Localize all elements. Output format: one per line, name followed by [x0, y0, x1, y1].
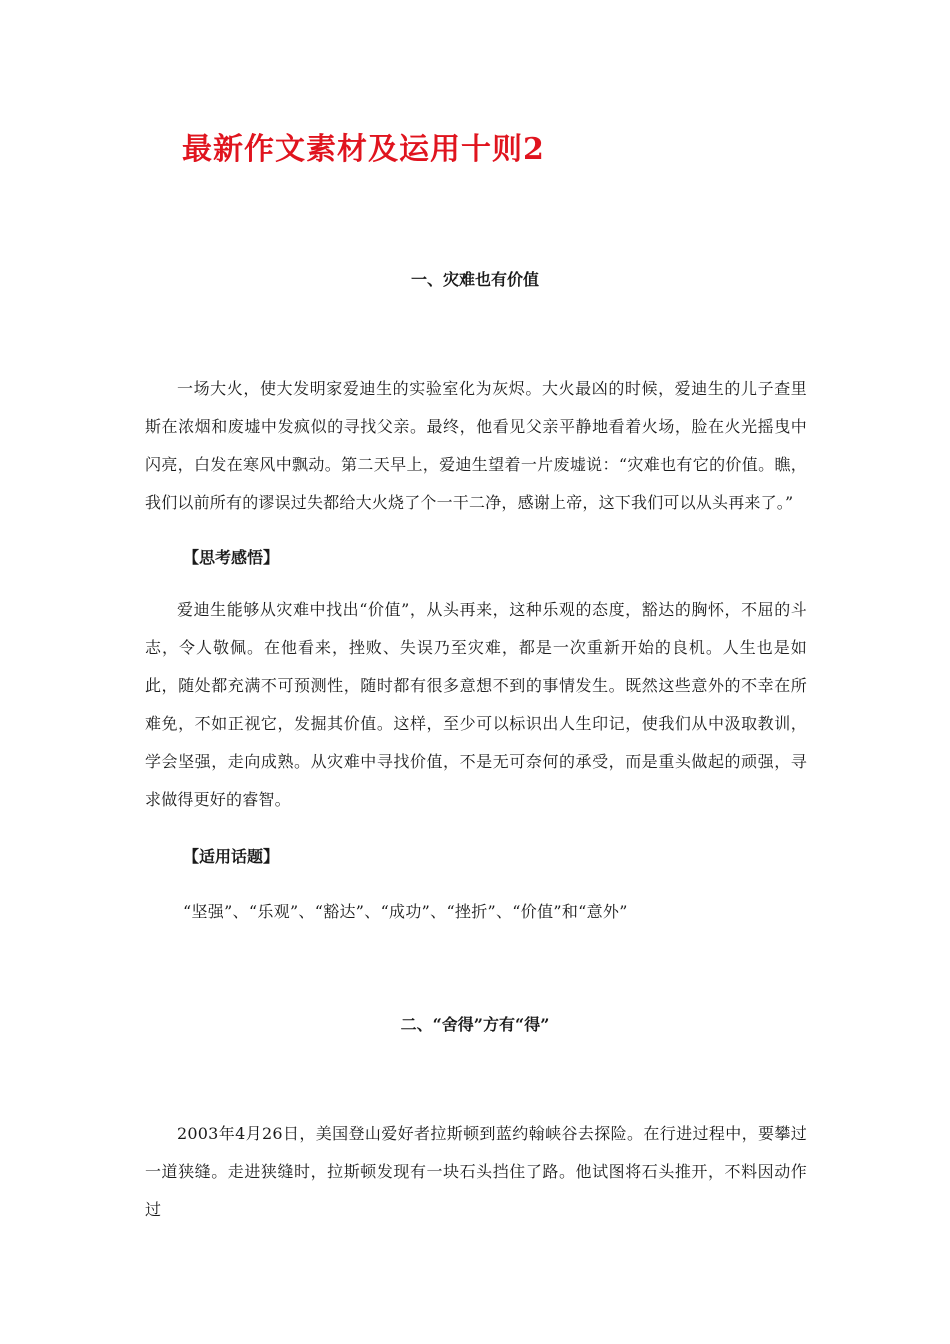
document-title: 最新作文素材及运用十则2	[182, 132, 545, 167]
topics-label: 【适用话题】	[183, 847, 280, 866]
section-1-story-paragraph: 一场大火，使大发明家爱迪生的实验室化为灰烬。大火最凶的时候，爱迪生的儿子查里斯在浓烟和废墟中发疯似的寻找父亲。最终，他看见父亲平静地看着火场，脸在火光摇曳中闪亮，白发在寒风中飘动。第二天早上，爱迪生望着一片废墟说：“灾难也有它的价值。瞧，我们以前所有的谬误过失都给大火烧了个一干二净，感谢上帝，这下我们可以从头再来了。”	[145, 379, 807, 512]
section-2-heading: 二、“舍得”方有“得”	[400, 1015, 550, 1034]
section-2-story-paragraph: 2003年4月26日，美国登山爱好者拉斯顿到蓝约翰峡谷去探险。在行进过程中，要攀过一道狭缝。走进狭缝时，拉斯顿发现有一块石头挡住了路。他试图将石头推开，不料因动作过	[145, 1124, 807, 1219]
reflection-paragraph: 爱迪生能够从灾难中找出“价值”，从头再来，这种乐观的态度，豁达的胸怀，不屈的斗志，令人敬佩。在他看来，挫败、失误乃至灾难，都是一次重新开始的良机。人生也是如此，随处都充满不可预测性，随时都有很多意想不到的事情发生。既然这些意外的不幸在所难免，不如正视它，发掘其价值。这样，至少可以标识出人生印记，使我们从中汲取教训，学会坚强，走向成熟。从灾难中寻找价值，不是无可奈何的承受，而是重头做起的顽强，寻求做得更好的睿智。	[145, 600, 807, 809]
topics-list: “坚强”、“乐观”、“豁达”、“成功”、“挫折”、“价值”和“意外”	[183, 902, 628, 921]
section-1-heading: 一、灾难也有价值	[410, 270, 539, 289]
reflection-label: 【思考感悟】	[183, 548, 280, 567]
